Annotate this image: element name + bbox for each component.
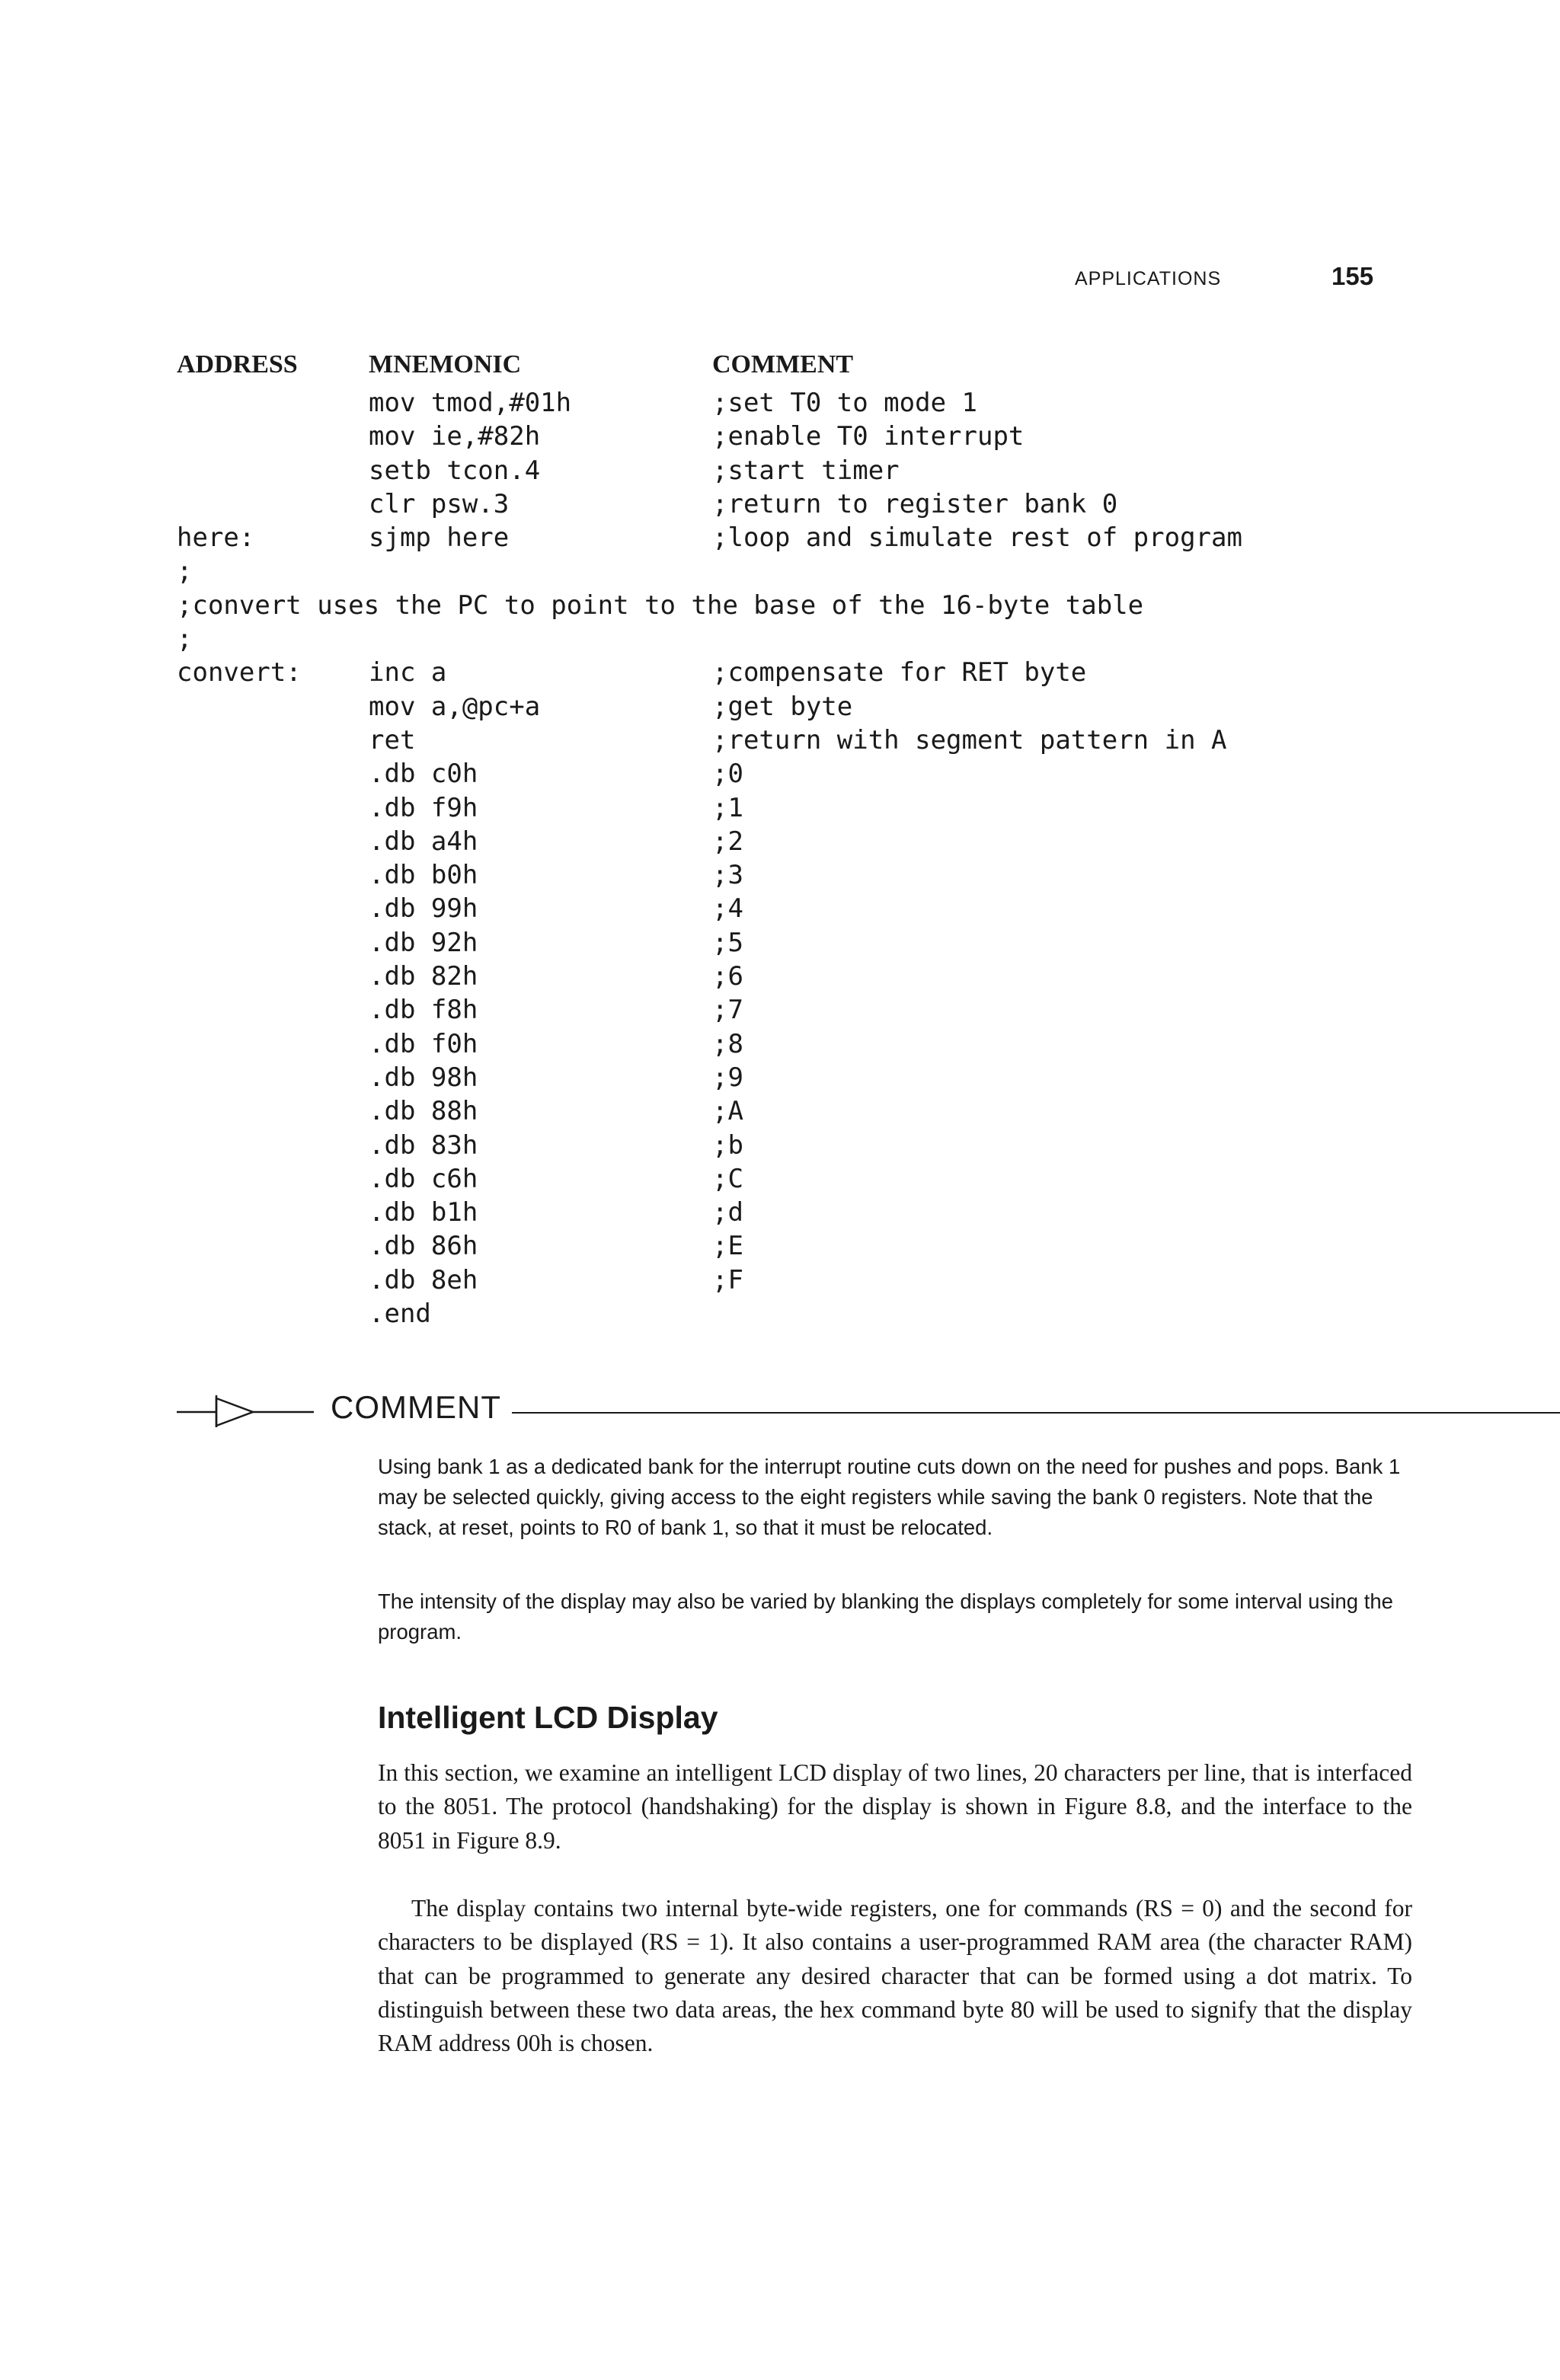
code-comment: ;E [712,1231,743,1262]
code-mnemonic: .db 8eh [369,1264,478,1295]
code-mnemonic: .db f8h [369,995,478,1026]
code-mnemonic: .db 82h [369,961,478,992]
code-comment: ;1 [712,792,743,823]
code-comment: ;3 [712,860,743,891]
code-comment: ;enable T0 interrupt [712,421,1025,452]
code-comment: ;F [712,1264,743,1295]
code-mnemonic: clr psw.3 [369,488,510,519]
arrow-marker-icon [169,1389,321,1427]
code-mnemonic: .db 86h [369,1231,478,1262]
code-mnemonic: .db f0h [369,1028,478,1059]
code-comment: ;4 [712,893,743,925]
code-mnemonic: .end [369,1299,431,1330]
code-comment: ;d [712,1197,743,1228]
code-mnemonic: sjmp here [369,522,510,554]
section-title: APPLICATIONS [1075,268,1222,289]
code-mnemonic: .db 99h [369,893,478,925]
code-comment: ;0 [712,759,743,790]
address-column-header: ADDRESS [177,350,298,379]
page-number: 155 [1331,262,1374,290]
code-mnemonic: mov tmod,#01h [369,388,572,418]
code-mnemonic: .db f9h [369,792,478,823]
code-mnemonic: inc a [369,657,447,688]
code-mnemonic: .db c6h [369,1163,478,1194]
code-mnemonic: .db 83h [369,1129,478,1161]
code-mnemonic: .db b0h [369,860,478,891]
comment-rule [512,1412,1560,1414]
comment-callout [169,1385,1411,1430]
comment-paragraph: Using bank 1 as a dedicated bank for the interrupt routine cuts down on the need for pushes and pops. Bank 1 may be selected quickly, giving access to the eight registers while saving the bank 0 registers. Note that the stack, at reset, points to R0 of bank 1, so that it must be relocated. [378,1455,1401,1539]
code-comment: ;5 [712,927,743,958]
code-comment-line: ; [177,624,193,655]
code-comment: ;loop and simulate rest of program [712,522,1242,554]
code-mnemonic: .db b1h [369,1197,478,1228]
code-comment: ;return with segment pattern in A [712,724,1227,756]
comment-column-header: COMMENT [712,350,854,379]
code-mnemonic: mov a,@pc+a [369,691,541,722]
code-comment: ;A [712,1096,743,1127]
body-paragraph: In this section, we examine an intelligent LCD display of two lines, 20 characters per line, that is interfaced to the 8051. The protocol (handshaking) for the display is shown in Figure 8.8, and the interface to the 8051 in Figure 8.9. [378,1759,1412,1854]
code-comment: ;6 [712,961,743,992]
code-mnemonic: .db a4h [369,826,478,857]
code-comment: ;b [712,1129,743,1161]
comment-title: COMMENT [331,1389,501,1425]
code-address: convert: [177,657,302,688]
code-comment: ;get byte [712,691,853,722]
code-comment: ;7 [712,995,743,1026]
code-mnemonic: setb tcon.4 [369,455,541,486]
body-paragraph: The display contains two internal byte-wide registers, one for commands (RS = 0) and the second for characters to be displayed (RS = 1). It also contains a user-programmed RAM area (the character RAM) that can be programmed to generate any desired character that can be formed using a dot matrix. To distinguish between these two data areas, the hex command byte 80 will be used to signify that the display RAM address 00h is chosen. [378,1895,1412,2057]
code-comment: ;start timer [712,455,900,486]
code-mnemonic: .db 98h [369,1062,478,1093]
code-comment: ;return to register bank 0 [712,488,1118,519]
code-comment-line: ; [177,556,193,587]
code-mnemonic: .db c0h [369,759,478,790]
code-comment: ;8 [712,1028,743,1059]
mnemonic-column-header: MNEMONIC [369,350,522,379]
section-heading: Intelligent LCD Display [378,1700,718,1735]
code-mnemonic: mov ie,#82h [369,421,541,452]
code-comment: ;C [712,1163,743,1194]
code-mnemonic: .db 88h [369,1096,478,1127]
code-comment-line: ;convert uses the PC to point to the base of the 16-byte table [177,589,1144,621]
code-comment: ;9 [712,1062,743,1093]
comment-paragraph: The intensity of the display may also be varied by blanking the displays completely for some interval using the program. [378,1589,1393,1644]
code-mnemonic: ret [369,724,416,756]
code-comment: ;compensate for RET byte [712,657,1087,688]
code-comment: ;2 [712,826,743,857]
code-address: here: [177,522,255,554]
code-mnemonic: .db 92h [369,927,478,958]
code-comment: ;set T0 to mode 1 [712,388,977,418]
